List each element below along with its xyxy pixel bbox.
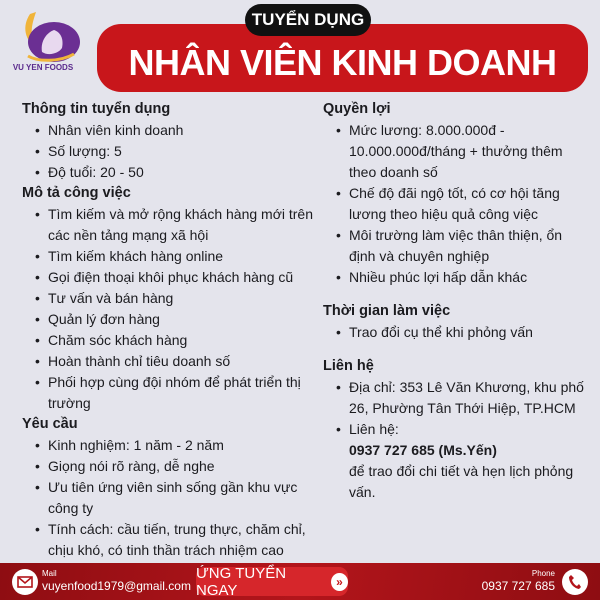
- benefits-list: [323, 120, 588, 288]
- list-item: • Độ tuổi: 20 - 50: [22, 162, 322, 183]
- list-item: • Quản lý đơn hàng: [22, 309, 322, 330]
- hours-list: [323, 322, 588, 343]
- contact-list: [323, 377, 588, 503]
- list-item: • Tính cách: cầu tiến, trung thực, chăm chỉ, chịu khó, có tinh thần trách nhiệm cao: [22, 519, 322, 561]
- contact-label: • Liên hệ:: [349, 421, 399, 437]
- job-title: NHÂN VIÊN KINH DOANH: [97, 24, 588, 92]
- list-item: • Chăm sóc khách hàng: [22, 330, 322, 351]
- mail-label: Mail: [42, 569, 57, 578]
- list-item: • Tìm kiếm và mở rộng khách hàng mới trên các nền tảng mạng xã hội: [22, 204, 322, 246]
- list-item: • Tìm kiếm khách hàng online: [22, 246, 322, 267]
- contact-note: để trao đổi chi tiết và hẹn lịch phỏng vấn.: [349, 463, 574, 500]
- apply-now-button[interactable]: [196, 564, 348, 599]
- list-item: • Giọng nói rõ ràng, dễ nghe: [22, 456, 322, 477]
- section-title: Quyền lợi: [323, 101, 391, 117]
- list-item: • Trao đổi cụ thể khi phỏng vấn: [323, 322, 588, 343]
- footer: [0, 563, 600, 600]
- recruitment-tag: TUYỂN DỤNG: [245, 4, 371, 36]
- requirements-list: [22, 435, 322, 561]
- right-column: [323, 99, 588, 503]
- list-item: • Phối hợp cùng đội nhóm để phát triển thị trường: [22, 372, 322, 414]
- job-info-list: [22, 120, 322, 183]
- phone-icon[interactable]: [562, 569, 588, 595]
- section-title: Thời gian làm việc: [323, 303, 451, 319]
- contact-phone[interactable]: 0937 727 685 (Ms.Yến): [349, 442, 497, 458]
- list-item: • Số lượng: 5: [22, 141, 322, 162]
- double-chevron-right-icon: »: [331, 573, 348, 591]
- phone-label: Phone: [531, 569, 555, 578]
- list-item: • Tư vấn và bán hàng: [22, 288, 322, 309]
- list-item: • Mức lương: 8.000.000đ - 10.000.000đ/tháng + thưởng thêm theo doanh số: [323, 120, 588, 183]
- list-item: • Ưu tiên ứng viên sinh sống gần khu vực công ty: [22, 477, 322, 519]
- list-item: • Gọi điện thoại khôi phục khách hàng cũ: [22, 267, 322, 288]
- list-item: • Nhân viên kinh doanh: [22, 120, 322, 141]
- list-item: • Chế độ đãi ngộ tốt, có cơ hội tăng lương theo hiệu quả công việc: [323, 183, 588, 225]
- mail-icon: [12, 569, 38, 595]
- left-column: [22, 99, 322, 561]
- section-title: Mô tả công việc: [22, 185, 131, 201]
- list-item: • Nhiều phúc lợi hấp dẫn khác: [323, 267, 588, 288]
- section-title: Liên hệ: [323, 358, 374, 374]
- address: • Địa chỉ: 353 Lê Văn Khương, khu phố 26, Phường Tân Thới Hiệp, TP.HCM: [323, 377, 588, 419]
- list-item: • Môi trường làm việc thân thiện, ổn định và chuyên nghiệp: [323, 225, 588, 267]
- mail-link[interactable]: vuyenfood1979@gmail.com: [42, 579, 191, 593]
- apply-label: ỨNG TUYỂN NGAY: [196, 564, 287, 599]
- list-item: • Hoàn thành chỉ tiêu doanh số: [22, 351, 322, 372]
- job-description-list: [22, 204, 322, 414]
- brand-name: VU YEN FOODS: [12, 63, 74, 72]
- section-title: Thông tin tuyển dụng: [22, 101, 171, 117]
- phone-link[interactable]: 0937 727 685: [481, 579, 555, 593]
- contact-item: [323, 419, 588, 503]
- list-item: • Kinh nghiệm: 1 năm - 2 năm: [22, 435, 322, 456]
- section-title: Yêu cầu: [22, 416, 78, 432]
